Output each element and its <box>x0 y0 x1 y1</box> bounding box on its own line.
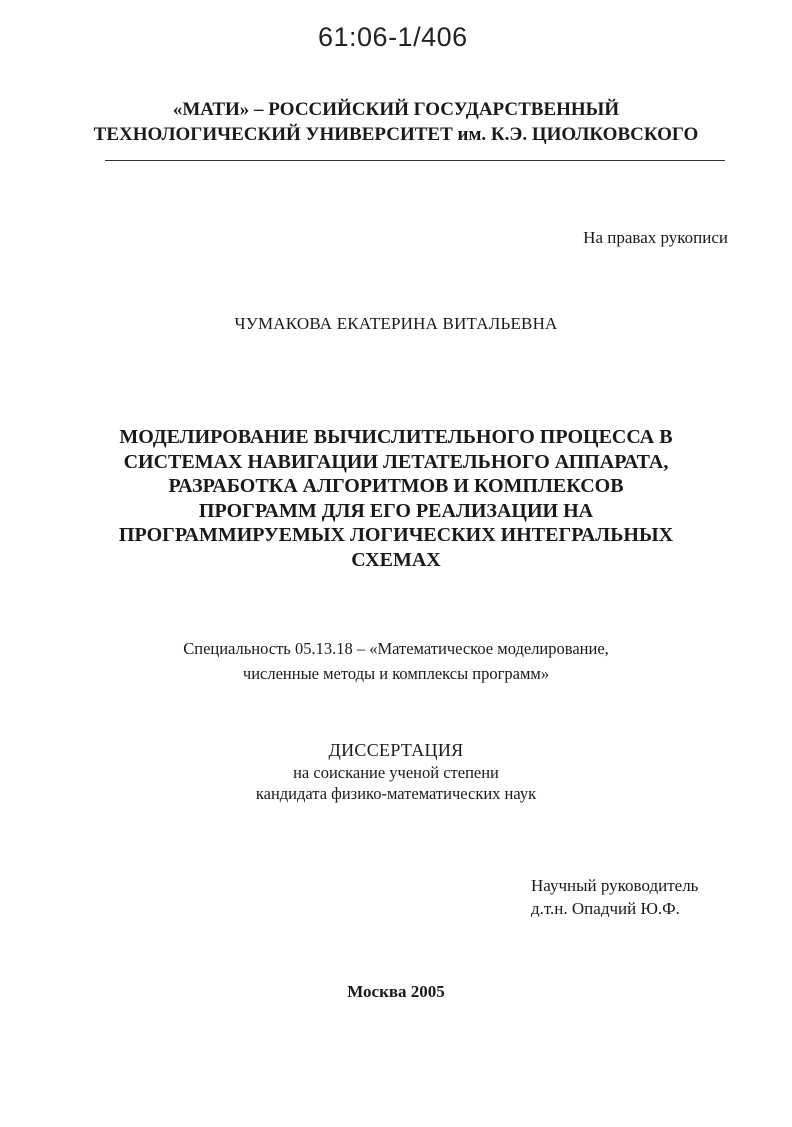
university-line-2: ТЕХНОЛОГИЧЕСКИЙ УНИВЕРСИТЕТ им. К.Э. ЦИОЛКОВСКОГО <box>93 124 699 145</box>
author-name: ЧУМАКОВА ЕКАТЕРИНА ВИТАЛЬЕВНА <box>234 314 558 333</box>
dissertation-title <box>0 425 792 572</box>
dissertation-block <box>0 740 792 805</box>
specialty-line-1: Специальность 05.13.18 – «Математическое моделирование, <box>183 639 609 658</box>
dissertation-degree: кандидата физико-математических наук <box>255 784 537 803</box>
supervisor-role: Научный руководитель <box>531 876 699 895</box>
specialty <box>0 636 792 686</box>
header-divider <box>105 160 725 161</box>
rights-note: На правах рукописи <box>583 228 728 247</box>
title-line-3: РАЗРАБОТКА АЛГОРИТМОВ И КОМПЛЕКСОВ <box>168 475 624 497</box>
specialty-line-2: численные методы и комплексы программ» <box>242 664 550 683</box>
title-line-4: ПРОГРАММ ДЛЯ ЕГО РЕАЛИЗАЦИИ НА <box>198 499 594 522</box>
university-line-1: «МАТИ» – РОССИЙСКИЙ ГОСУДАРСТВЕННЫЙ <box>172 99 620 120</box>
title-line-1: МОДЕЛИРОВАНИЕ ВЫЧИСЛИТЕЛЬНОГО ПРОЦЕССА В <box>119 426 673 448</box>
title-line-6: СХЕМАХ <box>351 548 441 571</box>
university-name <box>0 97 792 147</box>
title-line-5: ПРОГРАММИРУЕМЫХ ЛОГИЧЕСКИХ ИНТЕГРАЛЬНЫХ <box>118 524 674 546</box>
title-line-2: СИСТЕМАХ НАВИГАЦИИ ЛЕТАТЕЛЬНОГО АППАРАТА, <box>123 450 669 473</box>
supervisor-name: д.т.н. Опадчий Ю.Ф. <box>531 899 680 918</box>
catalog-number: 61:06-1/406 <box>318 22 468 52</box>
dissertation-type: ДИССЕРТАЦИЯ <box>328 740 464 760</box>
supervisor-block <box>531 874 698 920</box>
city-year: Москва 2005 <box>347 982 445 1001</box>
dissertation-purpose: на соискание ученой степени <box>293 762 499 782</box>
